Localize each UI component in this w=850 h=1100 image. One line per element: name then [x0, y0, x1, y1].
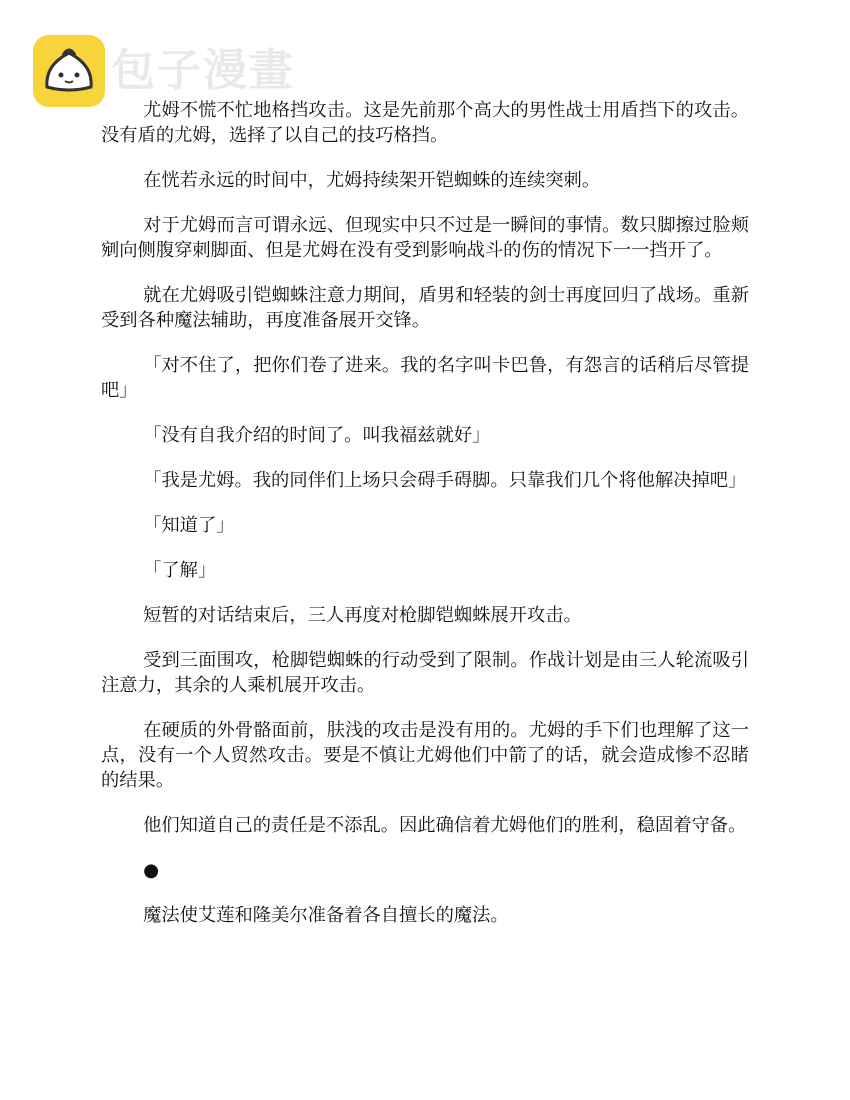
- watermark-text: 包子漫畫: [111, 45, 295, 96]
- paragraph: 受到三面围攻，枪脚铠蜘蛛的行动受到了限制。作战计划是由三人轮流吸引注意力，其余的人乘机展开攻击。: [101, 650, 749, 696]
- dialogue-line: 「知道了」: [143, 515, 235, 536]
- paragraph: 尤姆不慌不忙地格挡攻击。这是先前那个高大的男性战士用盾挡下的攻击。没有盾的尤姆，选择了以自己的技巧格挡。: [101, 100, 749, 146]
- dialogue-line: 「没有自我介绍的时间了。叫我福兹就好」: [143, 425, 491, 446]
- dialogue-line: 「对不住了，把你们卷了进来。我的名字叫卡巴鲁，有怨言的话稍后尽管提吧」: [101, 355, 749, 401]
- paragraph: 短暂的对话结束后，三人再度对枪脚铠蜘蛛展开攻击。: [143, 605, 582, 626]
- paragraph: 他们知道自己的责任是不添乱。因此确信着尤姆他们的胜利，稳固着守备。: [143, 815, 747, 836]
- document-body: [101, 98, 749, 948]
- section-break-bullet: ●: [143, 860, 160, 881]
- dialogue-line: 「我是尤姆。我的同伴们上场只会碍手碍脚。只靠我们几个将他解决掉吧」: [143, 470, 747, 491]
- paragraph: 就在尤姆吸引铠蜘蛛注意力期间，盾男和轻装的剑士再度回归了战场。重新受到各种魔法辅助，再度准备展开交锋。: [101, 285, 749, 331]
- paragraph: 在硬质的外骨骼面前，肤浅的攻击是没有用的。尤姆的手下们也理解了这一点，没有一个人贸然攻击。要是不慎让尤姆他们中箭了的话，就会造成惨不忍睹的结果。: [101, 720, 749, 791]
- watermark-logo: [33, 35, 295, 107]
- paragraph: 对于尤姆而言可谓永远、但现实中只不过是一瞬间的事情。数只脚擦过脸颊剜向侧腹穿刺脚面、但是尤姆在没有受到影响战斗的伤的情况下一一挡开了。: [101, 215, 749, 261]
- baozi-bun-icon: [33, 35, 105, 107]
- paragraph: 魔法使艾莲和隆美尔准备着各自擅长的魔法。: [143, 905, 509, 926]
- paragraph: 在恍若永远的时间中，尤姆持续架开铠蜘蛛的连续突刺。: [143, 170, 601, 191]
- dialogue-line: 「了解」: [143, 560, 217, 581]
